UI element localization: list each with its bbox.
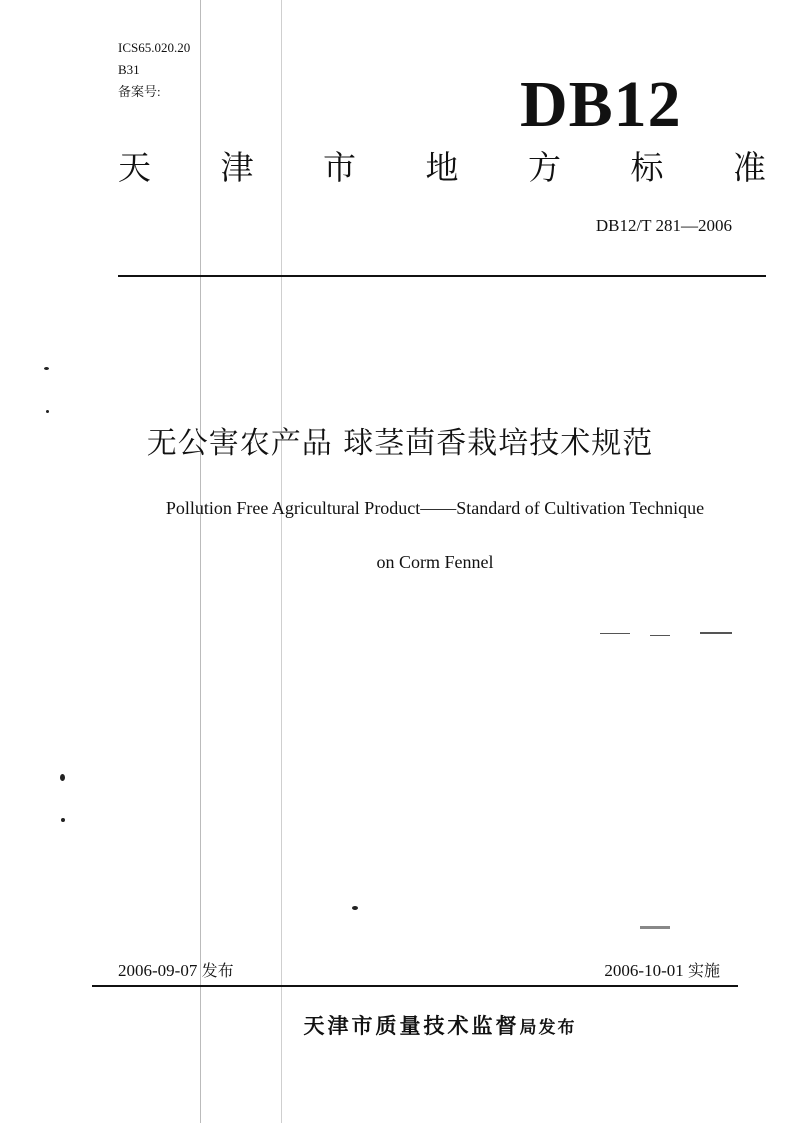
- issue-date: [118, 958, 234, 981]
- standard-number: DB12/T 281—2006: [595, 216, 732, 235]
- scan-dash: [650, 635, 670, 636]
- issue-label: 发布: [201, 961, 234, 980]
- standard-type-char: 津: [220, 148, 254, 187]
- standard-type-char: 方: [528, 148, 561, 187]
- scan-speck: [44, 367, 49, 370]
- standard-type: [118, 145, 766, 191]
- issuing-authority: [0, 1010, 800, 1040]
- db-code: DB12: [520, 68, 682, 141]
- title-chinese: 无公害农产品 球茎茴香栽培技术规范: [146, 426, 654, 461]
- standard-type-char: 标: [630, 148, 664, 187]
- issuer-name: 天津市质量技术监督: [303, 1014, 520, 1038]
- scan-speck: [352, 906, 358, 910]
- scan-dash: [600, 633, 630, 634]
- issuer-suffix: 局发布: [519, 1018, 577, 1038]
- ics-code: ICS65.020.20: [118, 40, 191, 55]
- standard-type-char: 市: [323, 148, 356, 187]
- issue-date-value: 2006-09-07: [118, 961, 198, 980]
- implementation-date-value: 2006-10-01: [604, 961, 684, 980]
- header-divider: [118, 275, 766, 277]
- scan-speck: [61, 818, 65, 822]
- implementation-label: 实施: [687, 961, 720, 980]
- scan-speck: [46, 410, 49, 413]
- title-english-line1: Pollution Free Agricultural Product——Standard of Cultivation Technique: [165, 498, 705, 518]
- footer-divider: [92, 985, 738, 987]
- standard-type-char: 地: [425, 148, 459, 187]
- standard-type-char: 准: [733, 148, 766, 187]
- scan-speck: [60, 774, 65, 781]
- standard-type-char: 天: [118, 148, 151, 187]
- record-number-label: 备案号:: [118, 84, 161, 99]
- ccs-code: B31: [118, 62, 140, 77]
- scan-dash: [700, 632, 732, 634]
- implementation-date: [604, 958, 720, 981]
- scan-dash: [640, 926, 670, 929]
- title-english-line2: on Corm Fennel: [376, 552, 494, 572]
